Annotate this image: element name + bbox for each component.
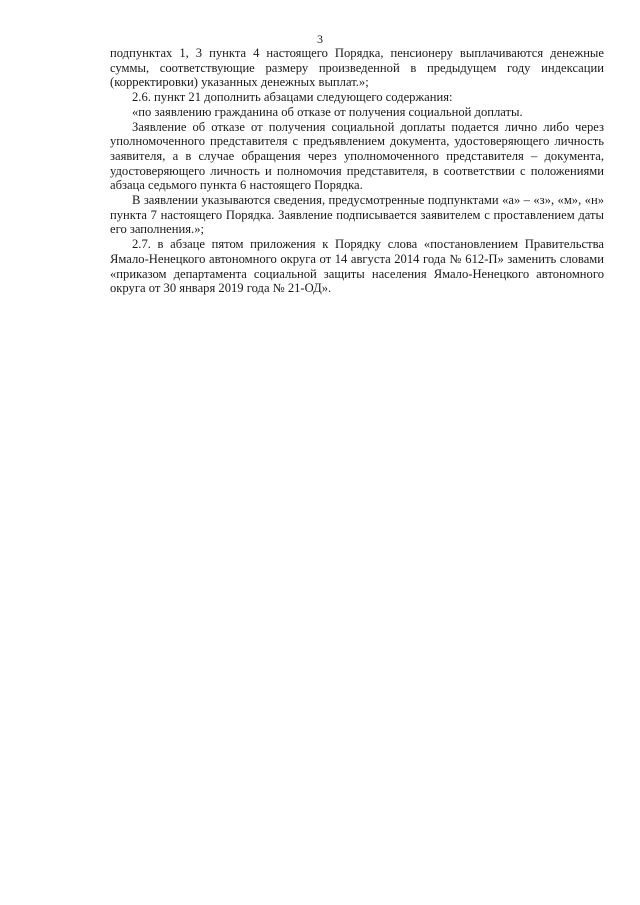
paragraph-2-7-amendment: 2.7. в абзаце пятом приложения к Порядку слова «постановлением Правительства Ямало-Ненецкого автономного округа от 14 августа 2014 года № 612-П» заменить словами «приказом департамента социальной защиты населения Ямало-Ненецкого автономного округа от 30 января 2019 года № 21-ОД».: [110, 237, 604, 296]
paragraph-refusal-clause: «по заявлению гражданина об отказе от получения социальной доплаты.: [132, 104, 523, 119]
paragraph-refusal-application: Заявление об отказе от получения социальной доплаты подается лично либо через уполномоченного представителя с предъявлением документа, удостоверяющего личность заявителя, а в случае обращения через уполномоченного представителя – документа, удостоверяющего личность и полномочия представителя, в соответствии с положениями абзаца седьмого пункта 6 настоящего Порядка.: [110, 119, 604, 193]
paragraph-2-6-header: 2.6. пункт 21 дополнить абзацами следующего содержания:: [132, 90, 453, 105]
paragraph-continuation-indexation: подпунктах 1, 3 пункта 4 настоящего Порядка, пенсионеру выплачиваются денежные суммы, соответствующие размеру произведенной в предыдущем году индексации (корректировки) указанных денежных выплат.»;: [110, 46, 604, 90]
document-body: [110, 46, 604, 296]
page-number: 3: [317, 32, 323, 46]
paragraph-application-details: В заявлении указываются сведения, предусмотренные подпунктами «а» – «з», «м», «н» пункта 7 настоящего Порядка. Заявление подписывается заявителем с проставлением даты его заполнения.»;: [110, 193, 604, 237]
